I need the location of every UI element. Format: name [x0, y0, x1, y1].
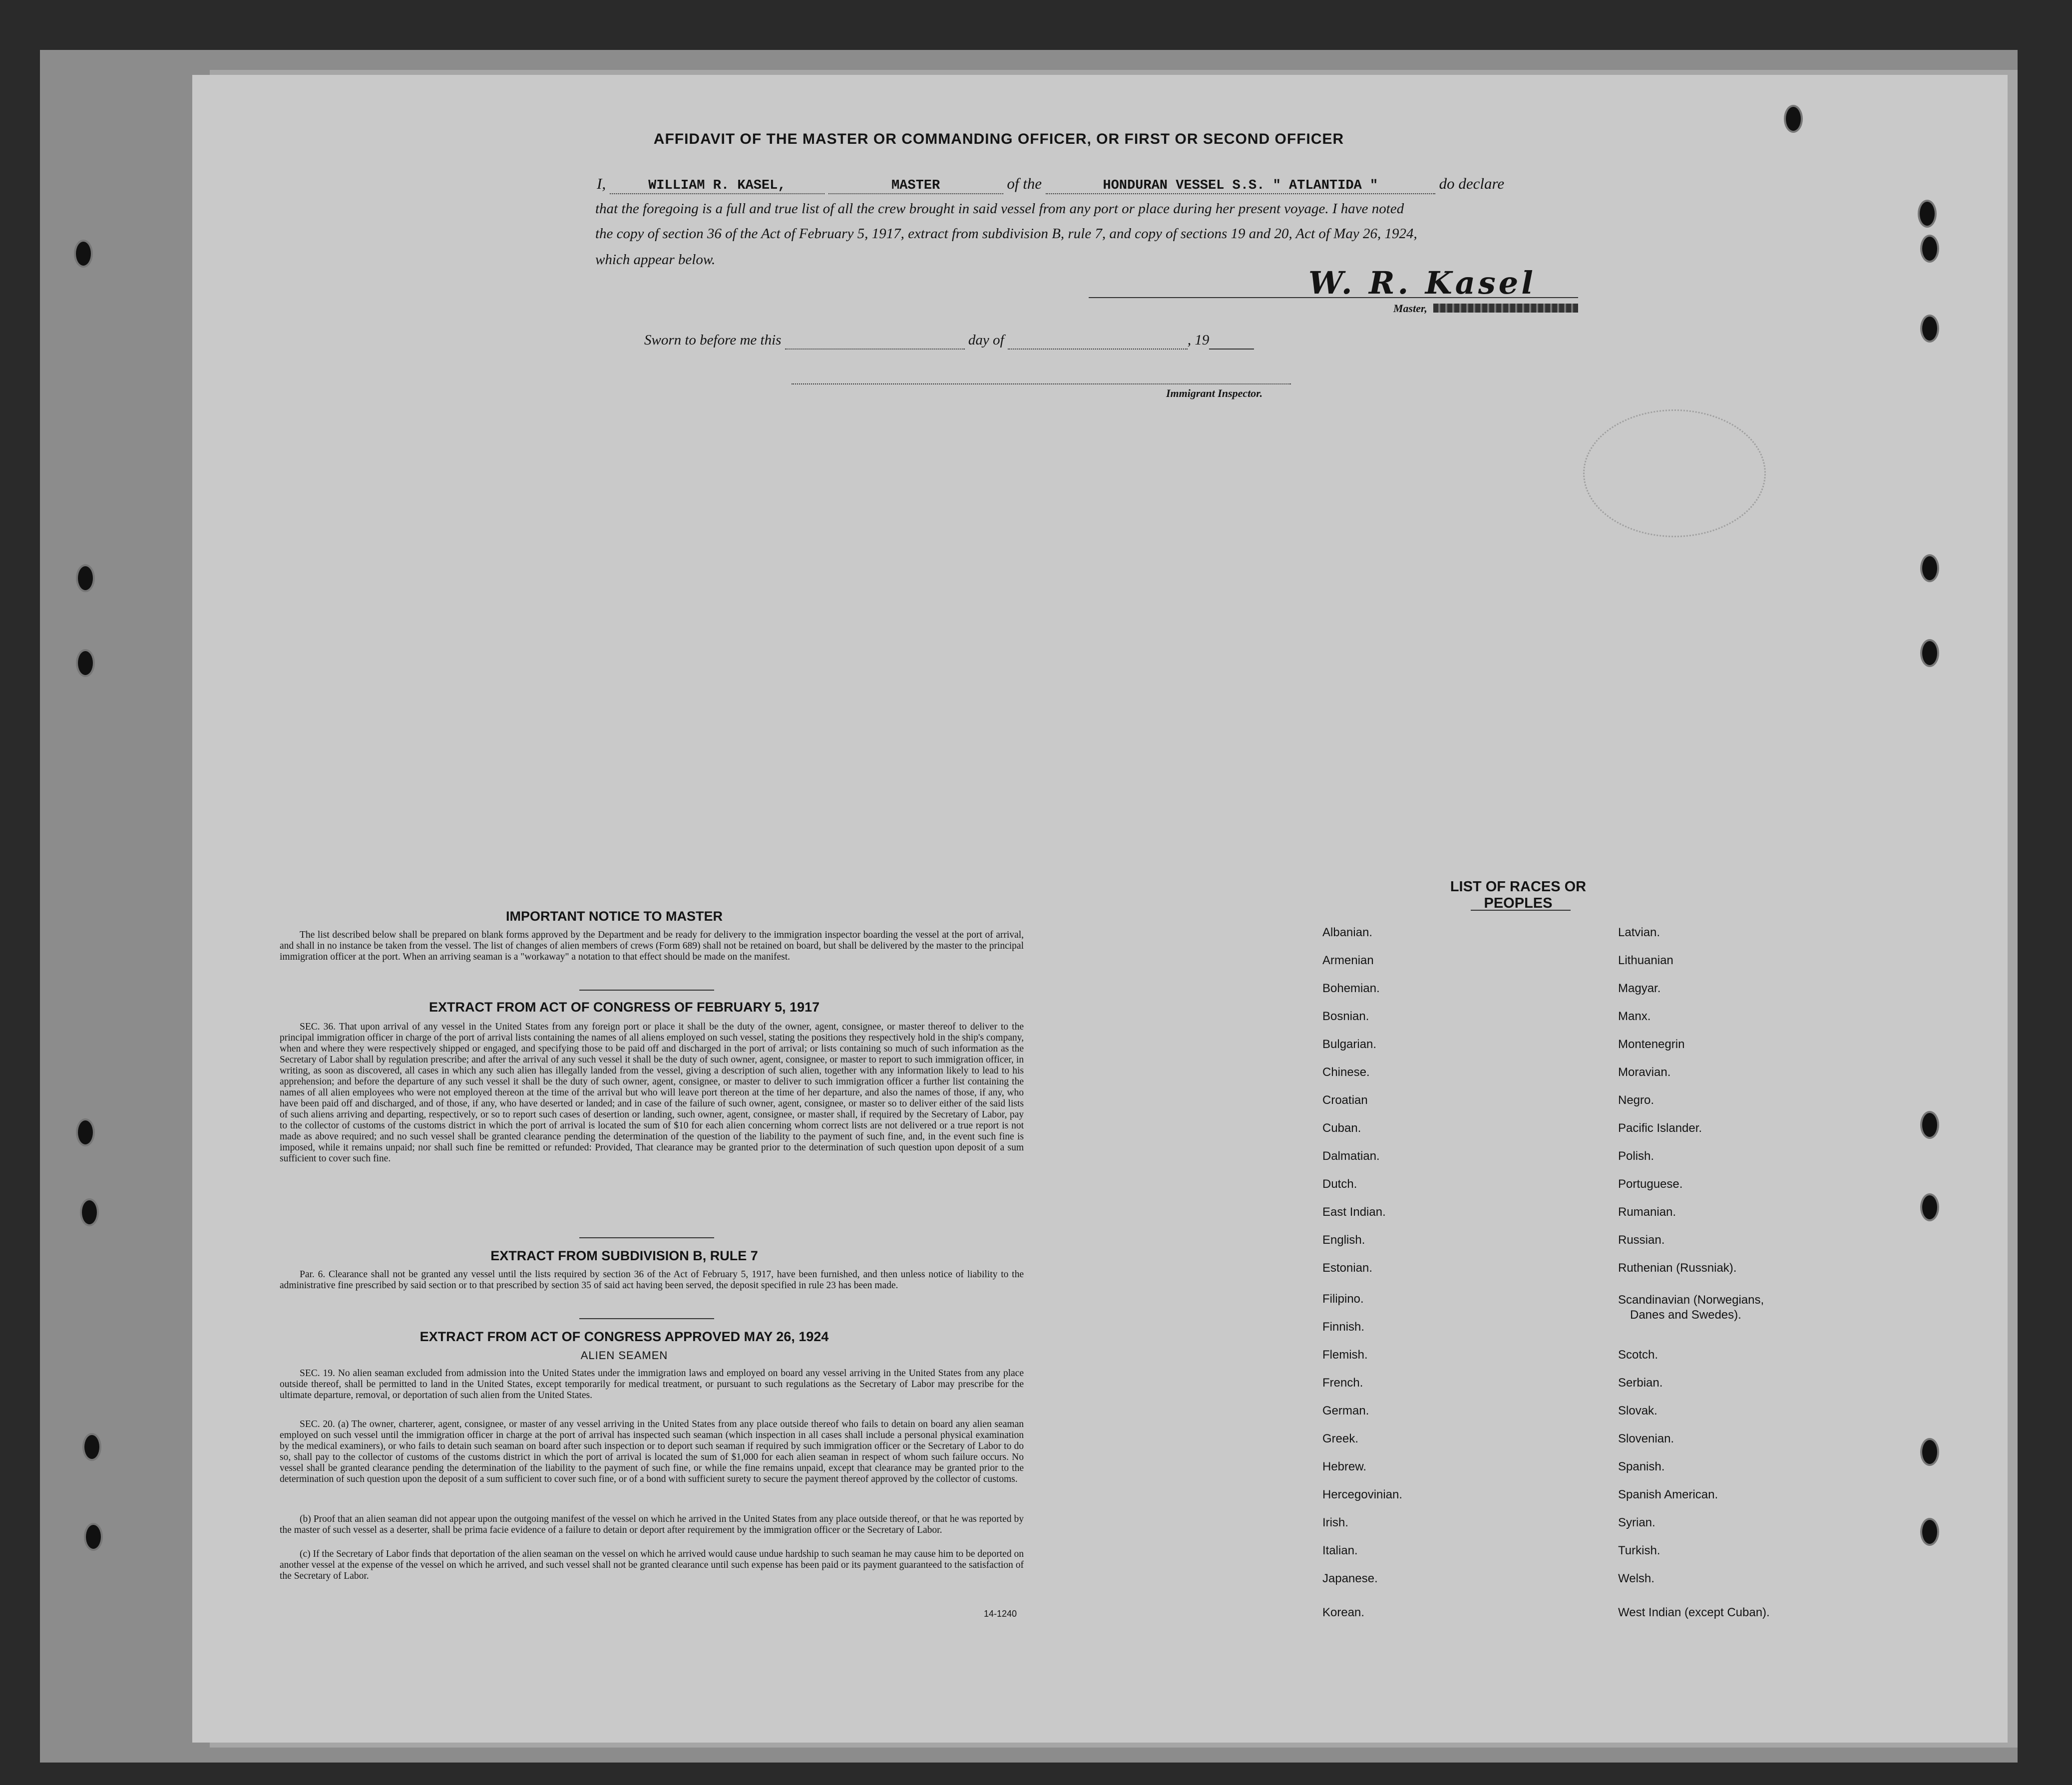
race-item: Russian.: [1618, 1233, 1665, 1247]
race-item: Serbian.: [1618, 1376, 1663, 1390]
race-item: Slovenian.: [1618, 1432, 1674, 1445]
binder-hole-icon: [1920, 1518, 1939, 1546]
race-item: Japanese.: [1322, 1572, 1378, 1585]
signature-title: Master,: [1393, 302, 1427, 315]
race-item: Armenian: [1322, 954, 1374, 967]
extract-1917-title: EXTRACT FROM ACT OF CONGRESS OF FEBRUARY 5, 1917: [428, 1000, 820, 1015]
race-item: East Indian.: [1322, 1205, 1386, 1219]
vessel-name: HONDURAN VESSEL S.S. " ATLANTIDA ": [1046, 178, 1435, 194]
race-item: Manx.: [1618, 1010, 1651, 1023]
race-item: Spanish.: [1618, 1460, 1665, 1473]
race-item: Montenegrin: [1618, 1038, 1685, 1051]
binder-hole-icon: [74, 240, 93, 268]
divider: [579, 990, 714, 991]
binder-hole-icon: [1920, 1111, 1939, 1139]
binder-hole-icon: [1920, 235, 1939, 263]
rule-7-text: Par. 6. Clearance shall not be granted any vessel until the lists required by section 36 of the Act of February 5, 1917, have been furnished, and then unless notice of liability to the administrative fine prescribed by said section or to that prescribed by section 35 of said act having been served, the deposit specified in rule 23 has been made.: [280, 1269, 1024, 1291]
race-item: Estonian.: [1322, 1261, 1373, 1275]
race-item: Dalmatian.: [1322, 1149, 1380, 1163]
binder-hole-icon: [1784, 105, 1803, 133]
alien-seamen-subtitle: ALIEN SEAMEN: [580, 1349, 668, 1362]
affidavit-line-3: the copy of section 36 of the Act of February 5, 1917, extract from subdivision B, rule 7, and copy of sections 19 and 20, Act of May 26, 1924,: [595, 226, 1417, 242]
binder-hole-icon: [76, 649, 95, 677]
year-prefix: 19: [1195, 332, 1210, 348]
inspector-signature-line: [792, 383, 1291, 384]
race-item: Spanish American.: [1618, 1488, 1718, 1501]
sworn-month-field[interactable]: [1008, 332, 1188, 350]
races-title: LIST OF RACES OR PEOPLES: [1450, 879, 1587, 911]
binder-hole-icon: [80, 1198, 99, 1226]
race-item: Flemish.: [1322, 1348, 1368, 1362]
extract-1917-text: SEC. 36. That upon arrival of any vessel in the United States from any foreign port or place it shall be the duty of the owner, agent, consignee, or master thereof to deliver to the principal immigration officer in charge of the port of arrival lists containing the names of all aliens employed on such vessel, stating the positions they respectively hold in the ship's company, when and where they were respectively shipped or engaged, and specifying those to be paid off and discharged in the port of arrival; or lists containing so much of such information as the Secretary of Labor shall by regulation prescribe; and after the arrival of any such vessel it shall be the duty of such owner, agent, consignee, or master to report to such immigration officer, in writing, as soon as discovered, all cases in which any such alien has illegally landed from the vessel, giving a description of such alien, together with any information likely to lead to his apprehension; and before the departure of any such vessel it shall be the duty of such owner, agent, consignee, or master to deliver to such immigration officer a further list containing the names of all alien employees who were not employed thereon at the time of the arrival but who will leave port thereon at the time of her departure, and also the names of those, if any, who have been paid off and discharged, and of those, if any, who have deserted or landed; and in case of the failure of such owner, agent, consignee, or master so to deliver either of the said lists of such aliens arriving and departing, respectively, or so to report such cases of desertion or landing, such owner, agent, consignee, or master shall, if required by the Secretary of Labor, pay to the collector of customs of the customs district in which the port of arrival is located the sum of $10 for each alien concerning whom correct lists are not delivered or a true report is not made as above required; and no such vessel shall be granted clearance pending the determination of the question of the liability to the payment of such fine, and, in the event such fine is imposed, while it remains unpaid; nor shall such fine be remitted or refunded: Provided, That clearance may be granted prior to the determination of such question upon deposit of a sum sufficient to cover such fine.: [280, 1022, 1024, 1164]
race-item: West Indian (except Cuban).: [1618, 1606, 1770, 1619]
binder-hole-icon: [76, 564, 95, 592]
races-divider: [1471, 910, 1571, 911]
sworn-day-field[interactable]: [785, 332, 965, 350]
race-item: Ruthenian (Russniak).: [1618, 1261, 1737, 1275]
form-number: 14-1240: [984, 1609, 1017, 1619]
race-item: Scotch.: [1618, 1348, 1658, 1362]
sworn-year-field[interactable]: [1209, 332, 1254, 350]
of-the-text: of the: [1007, 175, 1042, 192]
notice-text: The list described below shall be prepared on blank forms approved by the Department and be ready for delivery to the immigration inspector boarding the vessel at the port of arrival, and shall in no instance be taken from the vessel. The list of changes of alien members of crews (Form 689) shall not be retained on board, but shall be delivered by the master to the principal immigration officer at the port. When an arriving seaman is a "workaway" a notation to that effect should be made on the manifest.: [280, 930, 1024, 962]
affidavit-title: AFFIDAVIT OF THE MASTER OR COMMANDING OFFICER, OR FIRST OR SECOND OFFICER: [653, 131, 1344, 147]
binder-hole-icon: [82, 1433, 101, 1461]
race-item: Syrian.: [1618, 1516, 1656, 1529]
sec-19-text: SEC. 19. No alien seaman excluded from admission into the United States under the immigration laws and employed on board any vessel arriving in the United States from any place outside thereof, shall be permitted to land in the United States, except temporarily for medical treatment, or pursuant to such regulations as the Secretary of Labor may prescribe for the ultimate departure, removal, or deportation of such alien from the United States.: [280, 1368, 1024, 1401]
affidavit-line-1: [597, 175, 1596, 194]
race-item: Chinese.: [1322, 1066, 1370, 1079]
race-item: Albanian.: [1322, 926, 1373, 939]
race-item: Cuban.: [1322, 1121, 1361, 1135]
divider: [579, 1237, 714, 1238]
race-item: Finnish.: [1322, 1320, 1365, 1334]
rule-7-title: EXTRACT FROM SUBDIVISION B, RULE 7: [490, 1248, 758, 1263]
sworn-prefix: Sworn to before me this: [644, 332, 782, 348]
race-item: Hercegovinian.: [1322, 1488, 1403, 1501]
race-item: Slovak.: [1618, 1404, 1658, 1418]
extract-1924-title: EXTRACT FROM ACT OF CONGRESS APPROVED MAY 26, 1924: [419, 1329, 829, 1344]
sec-20b-text: (b) Proof that an alien seaman did not appear upon the outgoing manifest of the vessel on which he arrived in the United States from any place outside thereof, or that he was reported by the master of such vessel as a deserter, shall be prima facie evidence of a failure to detain or deport after requirement by the immigration officer or the Secretary of Labor.: [280, 1514, 1024, 1535]
race-item: Filipino.: [1322, 1292, 1364, 1306]
race-item: Korean.: [1322, 1606, 1365, 1619]
race-item: Bulgarian.: [1322, 1038, 1377, 1051]
divider: [579, 1318, 714, 1319]
master-signature: W. R. Kasel: [1308, 265, 1536, 301]
race-item: French.: [1322, 1376, 1363, 1390]
sec-20c-text: (c) If the Secretary of Labor finds that deportation of the alien seaman on the vessel on which he arrived would cause undue hardship to such seaman he may cause him to be deported on another vessel at the expense of the vessel on which he arrived, and such vessel shall not be granted clearance until such expense has been paid or its payment guaranteed to the satisfaction of the Secretary of Labor.: [280, 1549, 1024, 1581]
binder-hole-icon: [1920, 1193, 1939, 1221]
race-item: Italian.: [1322, 1544, 1358, 1557]
race-item: English.: [1322, 1233, 1365, 1247]
binder-hole-icon: [1920, 639, 1939, 667]
notice-title: IMPORTANT NOTICE TO MASTER: [506, 909, 723, 924]
binder-hole-icon: [1920, 315, 1939, 343]
embossed-seal-icon: [1583, 409, 1766, 537]
master-name: WILLIAM R. KASEL,: [610, 178, 825, 194]
race-item: Magyar.: [1618, 982, 1661, 995]
binder-hole-icon: [1920, 1438, 1939, 1466]
binder-hole-icon: [1920, 554, 1939, 582]
binder-hole-icon: [1918, 200, 1937, 228]
struck-out-title: [1433, 304, 1578, 313]
race-item: Greek.: [1322, 1432, 1359, 1445]
race-item: Lithuanian: [1618, 954, 1673, 967]
affidavit-prefix: I,: [597, 175, 606, 192]
race-item: Bosnian.: [1322, 1010, 1369, 1023]
race-item: Moravian.: [1618, 1066, 1671, 1079]
sec-20a-text: SEC. 20. (a) The owner, charterer, agent, consignee, or master of any vessel arriving in the United States from any place outside thereof who fails to detain on board any alien seaman employed on such vessel until the immigration officer in charge at the port of arrival has inspected such seaman (which inspection in all cases shall include a personal physical examination by the medical examiners), or who fails to detain such seaman on board after such inspection or to deport such seaman if required by such immigration officer or the Secretary of Labor to do so, shall pay to the collector of customs of the customs district in which the port of arrival is located the sum of $1,000 for each alien seaman in respect of whom such failure occurs. No vessel shall be granted clearance pending the determination of the liability to the payment of such fine, or while the fine remains unpaid, except that clearance may be granted prior to the determination of such question upon the deposit of a sum sufficient to cover such fine, or of a bond with sufficient surety to secure the payment thereof approved by the collector of customs.: [280, 1419, 1024, 1484]
binder-hole-icon: [84, 1523, 103, 1551]
race-item: Turkish.: [1618, 1544, 1660, 1557]
race-item: Latvian.: [1618, 926, 1660, 939]
race-item: Portuguese.: [1618, 1177, 1683, 1191]
race-item: Croatian: [1322, 1093, 1368, 1107]
race-item: Irish.: [1322, 1516, 1349, 1529]
binder-hole-icon: [76, 1118, 95, 1146]
race-item: Welsh.: [1618, 1572, 1655, 1585]
master-rank: MASTER: [829, 178, 1003, 194]
race-item: Rumanian.: [1618, 1205, 1676, 1219]
affidavit-line-2: that the foregoing is a full and true list of all the crew brought in said vessel from any port or place during her present voyage. I have noted: [595, 201, 1404, 217]
race-item: Pacific Islander.: [1618, 1121, 1702, 1135]
race-item: Hebrew.: [1322, 1460, 1367, 1473]
race-item: Scandinavian (Norwegians,: [1618, 1293, 1764, 1307]
sworn-line: Sworn to before me this day of , 19: [644, 332, 1393, 350]
inspector-label: Immigrant Inspector.: [1166, 387, 1263, 399]
declare-text: do declare: [1439, 175, 1505, 192]
race-item: Danes and Swedes).: [1630, 1308, 1741, 1322]
race-item: Negro.: [1618, 1093, 1655, 1107]
race-item: German.: [1322, 1404, 1369, 1418]
day-of-text: day of: [968, 332, 1004, 348]
race-item: Bohemian.: [1322, 982, 1380, 995]
signature-line: [1089, 297, 1578, 298]
race-item: Polish.: [1618, 1149, 1655, 1163]
race-item: Dutch.: [1322, 1177, 1357, 1191]
affidavit-line-4: which appear below.: [595, 252, 716, 268]
